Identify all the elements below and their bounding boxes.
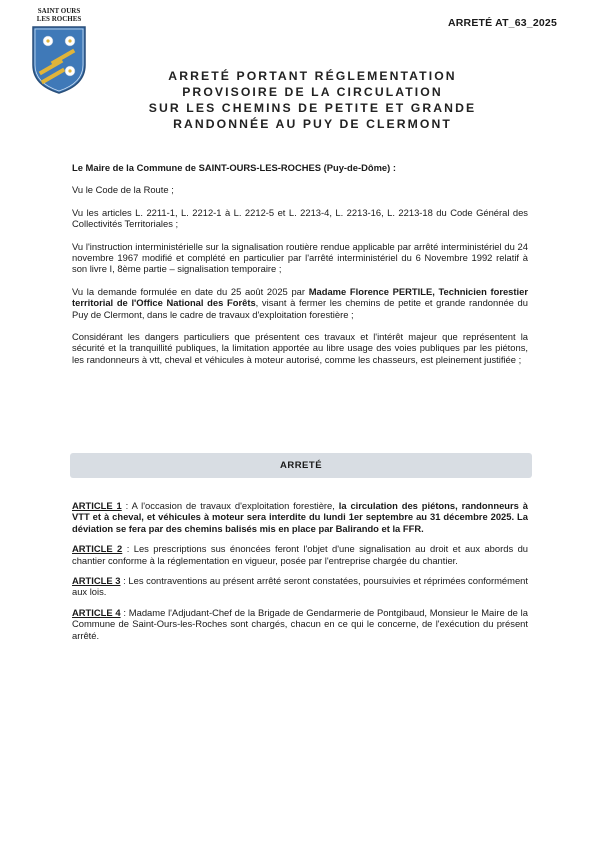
article-4-label: ARTICLE 4 [72, 606, 121, 618]
vu-code-route: Vu le Code de la Route ; [72, 184, 174, 196]
logo-text-line2: LES ROCHES [36, 14, 82, 23]
article-2-text: : Les prescriptions sus énoncées feront l'objet d'une signalisation au droit et aux abords du chantier conforme à la réglementation en vigueur, posée par l'entreprise chargée du chantier. [72, 543, 528, 566]
article-3-label: ARTICLE 3 [72, 575, 121, 587]
logo-text-line1: SAINT OURS [37, 7, 81, 15]
title-line-2: PROVISOIRE DE LA CIRCULATION [182, 85, 443, 99]
title-line-3: SUR LES CHEMINS DE PETITE ET GRANDE [148, 101, 477, 115]
articles-section [72, 500, 528, 650]
municipal-coat-of-arms [25, 8, 93, 95]
article-2 [72, 543, 528, 566]
document-reference: ARRETÉ AT_63_2025 [447, 17, 557, 29]
vu-demande [72, 286, 528, 320]
arrete-banner-label: ARRETÉ [279, 460, 323, 471]
article-1-text: : A l'occasion de travaux d'exploitation forestière, [121, 500, 339, 511]
title-line-1: ARRETÉ PORTANT RÉGLEMENTATION [168, 69, 457, 83]
vu-demande-text-1: Vu la demande formulée en date du 25 août 2025 par [72, 285, 309, 297]
vu-demande-requester: Madame Florence PERTILE, Technicien forestier territorial de l'Office National des Forêts [72, 285, 528, 309]
document-title [100, 68, 525, 132]
considerant: Considérant les dangers particuliers que présentent ces travaux et l'intérêt majeur que représentent la sécurité et la tranquillité publiques, la limitation apportée au libre usage des voies publiques par les piétons, les randonneurs à vtt, cheval et véhicules à moteur autorisé, comme les chasseurs, est pleinement justifiée ; [72, 331, 528, 365]
arrete-banner [70, 453, 532, 478]
article-3-text: : Les contraventions au présent arrêté seront constatées, poursuivies et réprimées conformément aux lois. [72, 575, 528, 598]
article-4 [72, 607, 528, 641]
coat-of-arms-icon [30, 25, 88, 95]
article-3 [72, 575, 528, 598]
vu-articles-cgct: Vu les articles L. 2211-1, L. 2212-1 à L. 2212-5 et L. 2213-4, L. 2213-16, L. 2213-18 du Code Général des Collectivités Territoriales ; [72, 206, 528, 230]
article-1-label: ARTICLE 1 [72, 500, 122, 511]
preamble-intro: Le Maire de la Commune de SAINT-OURS-LES-ROCHES (Puy-de-Dôme) : [72, 162, 396, 173]
article-2-label: ARTICLE 2 [72, 543, 123, 555]
title-line-4: RANDONNÉE AU PUY DE CLERMONT [173, 117, 452, 131]
article-4-text: : Madame l'Adjudant-Chef de la Brigade de Gendarmerie de Pontgibaud, Monsieur le Maire de la Commune de Saint-Ours-les-Roches sont chargés, chacun en ce qui le concerne, de l'exécution du présent arrêté. [72, 606, 528, 641]
article-1-bold-text: la circulation des piétons, randonneurs à VTT et à cheval, et véhicules à moteur sera interdite du lundi 1er septembre au 31 décembre 2025. La déviation se fera par des chemins balisés mis en place par Balirando et la FFR. [72, 500, 528, 534]
vu-demande-text-2: , visant à fermer les chemins de petite et grande randonnée du Puy de Clermont, dans le cadre de travaux d'exploitation forestière ; [72, 297, 528, 320]
preamble [72, 162, 528, 376]
vu-instruction: Vu l'instruction interministérielle sur la signalisation routière rendue applicable par arrêté interministériel du 24 novembre 1967 modifié et complété en particulier par l'arrêté interministériel du 6 Novembre 1992 relatif à son livre I, 8ème partie – signalisation temporaire ; [72, 240, 528, 275]
article-1 [72, 500, 528, 534]
